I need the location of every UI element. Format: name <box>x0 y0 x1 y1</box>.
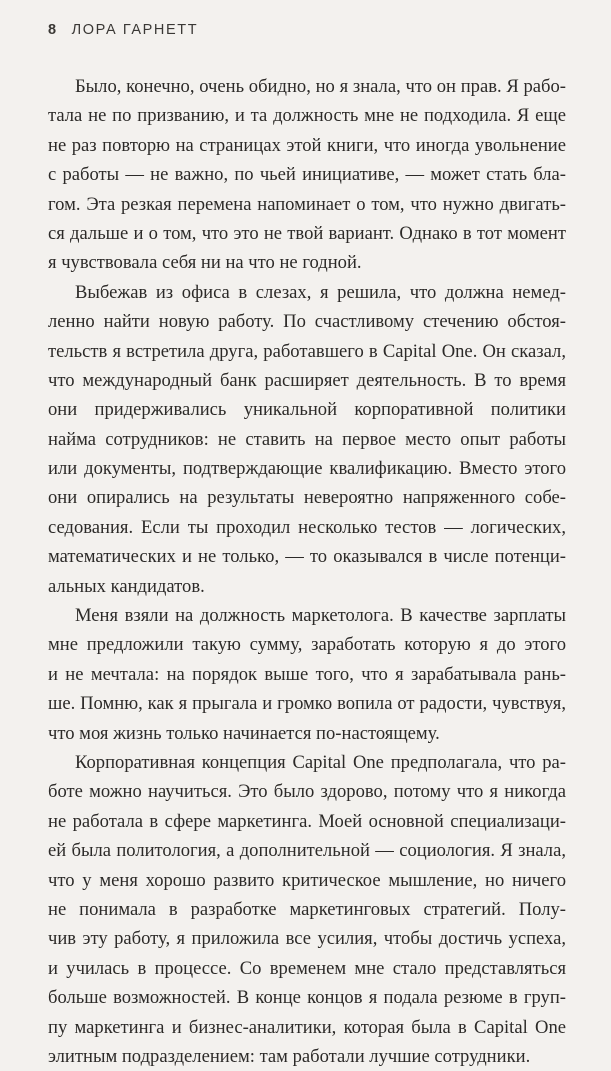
running-head-author: ЛОРА ГАРНЕТТ <box>71 22 199 38</box>
text-line: они придерживались уникальной корпоративной политики <box>48 399 566 421</box>
text-line: и училась в процессе. Со временем мне стало представляться <box>48 957 566 979</box>
text-line: мне предложили такую сумму, заработать которую я до этого <box>48 634 566 656</box>
text-line: математических и не только, — то оказывался в числе потенци- <box>48 546 566 568</box>
paragraph <box>48 72 566 278</box>
text-line: ше. Помню, как я прыгала и громко вопила от радости, чувствуя, <box>48 693 566 715</box>
text-line: найма сотрудников: не ставить на первое место опыт работы <box>48 428 566 450</box>
text-line: больше возможностей. В конце концов я подала резюме в груп- <box>48 987 566 1009</box>
text-line: боте можно научиться. Это было здорово, потому что я никогда <box>48 781 566 803</box>
text-line: гом. Эта резкая перемена напоминает о том, что нужно двигать- <box>48 193 566 215</box>
text-line: я чувствовала себя ни на что не годной. <box>48 252 362 274</box>
text-line: что международный банк расширяет деятельность. В то время <box>48 369 566 391</box>
paragraph <box>48 278 566 601</box>
text-line: ей была политология, а дополнительной — социология. Я знала, <box>48 840 566 862</box>
paragraph <box>48 748 566 1071</box>
text-line: и не мечтала: на порядок выше того, что я зарабатывала рань- <box>48 663 566 685</box>
text-line: элитным подразделением: там работали лучшие сотрудники. <box>48 1045 531 1067</box>
text-line: седования. Если ты проходил несколько тестов — логических, <box>48 516 566 538</box>
text-line: Было, конечно, очень обидно, но я знала, что он прав. Я рабо- <box>75 76 566 97</box>
text-line: Корпоративная концепция Capital One предполагала, что ра- <box>75 751 566 773</box>
text-line: не понимала в разработке маркетинговых стратегий. Полу- <box>48 898 566 920</box>
text-line: тала не по призванию, и та должность мне не подходила. Я еще <box>48 105 566 127</box>
text-line: альных кандидатов. <box>48 575 205 597</box>
paragraph <box>48 601 566 748</box>
text-line: не раз повторю на страницах этой книги, что иногда увольнение <box>48 134 566 156</box>
text-line: что моя жизнь только начинается по-настоящему. <box>48 722 440 744</box>
page-number: 8 <box>48 22 58 38</box>
text-line: что у меня хорошо развито критическое мышление, но ничего <box>48 869 566 891</box>
text-line: тельств я встретила друга, работавшего в Capital One. Он сказал, <box>48 340 566 362</box>
text-line: ся дальше и о том, что это не твой вариант. Однако в тот момент <box>48 222 566 244</box>
running-head <box>48 22 198 38</box>
text-line: пу маркетинга и бизнес-аналитики, которая была в Capital One <box>48 1016 566 1038</box>
text-line: Выбежав из офиса в слезах, я решила, что должна немед- <box>75 281 566 303</box>
text-line: или документы, подтверждающие квалификацию. Вместо этого <box>48 458 566 480</box>
text-line: Меня взяли на должность маркетолога. В качестве зарплаты <box>75 605 566 627</box>
text-line: чив эту работу, я приложила все усилия, чтобы достичь успеха, <box>48 928 566 950</box>
body-text <box>48 72 566 1071</box>
text-line: не работала в сфере маркетинга. Моей основной специализаци- <box>48 810 566 832</box>
text-line: они опирались на результаты невероятно напряженного собе- <box>48 487 566 509</box>
text-line: с работы — не важно, по чьей инициативе, — может стать бла- <box>48 164 566 186</box>
text-line: ленно найти новую работу. По счастливому стечению обстоя- <box>48 311 566 333</box>
